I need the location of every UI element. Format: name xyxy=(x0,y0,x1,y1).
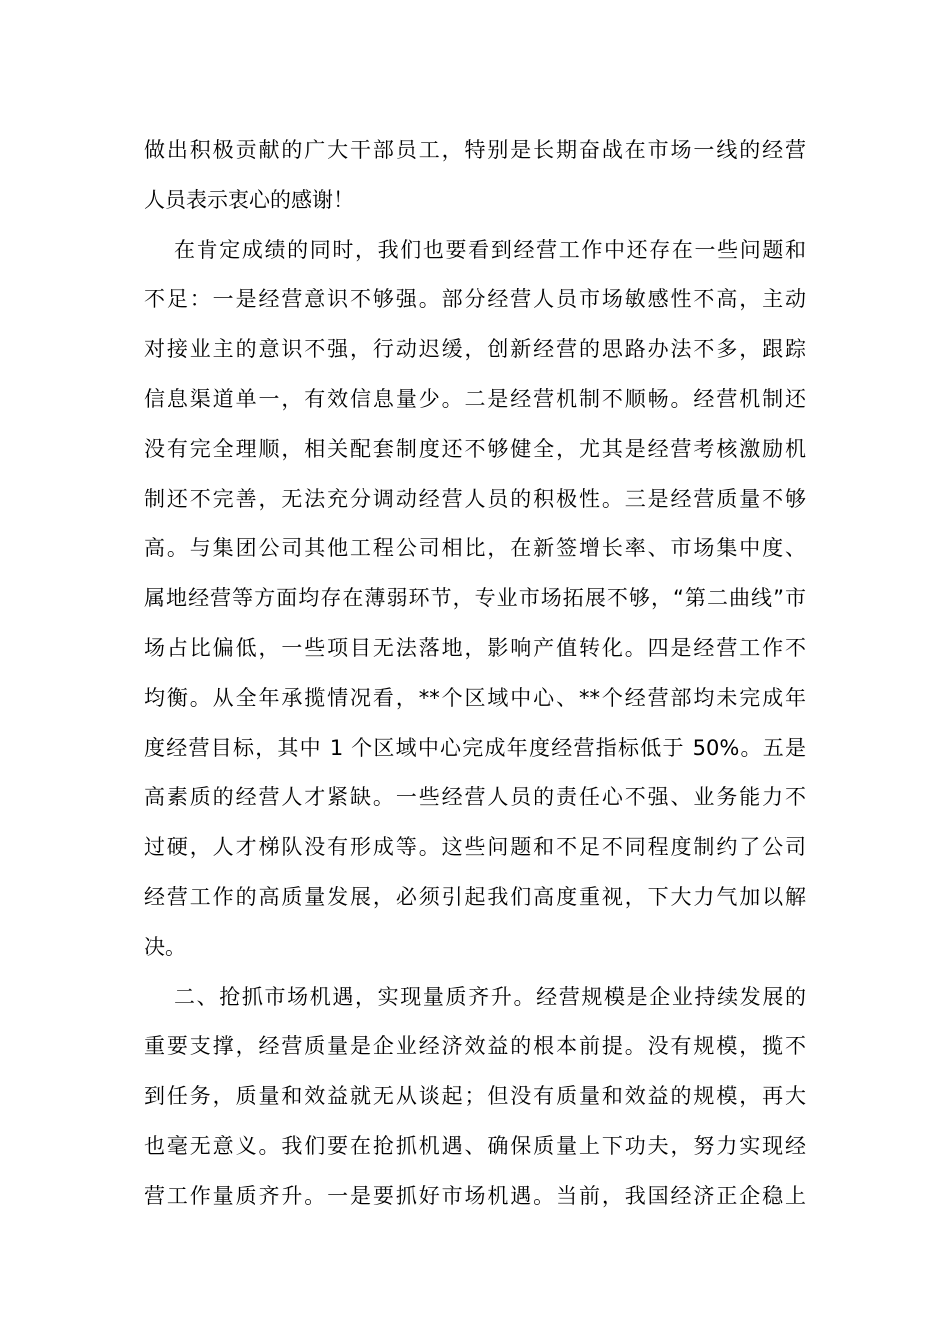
text-line: 均衡。从全年承揽情况看，**个区域中心、**个经营部均未完成年 xyxy=(144,685,806,710)
text-line: 信息渠道单一，有效信息量少。二是经营机制不顺畅。经营机制还 xyxy=(144,386,806,411)
text-line: 也毫无意义。我们要在抢抓机遇、确保质量上下功夫，努力实现经 xyxy=(144,1133,806,1158)
text-line: 对接业主的意识不强，行动迟缓，创新经营的思路办法不多，跟踪 xyxy=(144,337,806,362)
paragraph-2 xyxy=(144,226,806,973)
text-line: 场占比偏低，一些项目无法落地，影响产值转化。四是经营工作不 xyxy=(144,635,806,660)
text-line: 二、抢抓市场机遇，实现量质齐升。经营规模是企业持续发展的 xyxy=(174,984,806,1009)
paragraph-3 xyxy=(144,973,806,1222)
text-line: 过硬，人才梯队没有形成等。这些问题和不足不同程度制约了公司 xyxy=(144,835,806,860)
text-line: 制还不完善，无法充分调动经营人员的积极性。三是经营质量不够 xyxy=(144,486,806,511)
text-line: 到任务，质量和效益就无从谈起；但没有质量和效益的规模，再大 xyxy=(144,1084,806,1109)
text-line: 做出积极贡献的广大干部员工，特别是长期奋战在市场一线的经营 xyxy=(144,138,806,162)
text-line: 没有完全理顺，相关配套制度还不够健全，尤其是经营考核激励机 xyxy=(144,436,806,461)
text-line: 高素质的经营人才紧缺。一些经营人员的责任心不强、业务能力不 xyxy=(144,785,806,810)
document-body xyxy=(144,126,806,1222)
text-line: 营工作量质齐升。一是要抓好市场机遇。当前，我国经济正企稳上 xyxy=(144,1183,806,1208)
text-line: 决。 xyxy=(144,934,186,959)
text-line: 经营工作的高质量发展，必须引起我们高度重视，下大力气加以解 xyxy=(144,884,806,909)
text-line: 不足：一是经营意识不够强。部分经营人员市场敏感性不高，主动 xyxy=(144,287,806,312)
text-line: 在肯定成绩的同时，我们也要看到经营工作中还存在一些问题和 xyxy=(174,237,806,262)
text-line: 高。与集团公司其他工程公司相比，在新签增长率、市场集中度、 xyxy=(144,536,806,561)
text-line: 度经营目标，其中 1 个区域中心完成年度经营指标低于 50%。五是 xyxy=(144,735,806,760)
text-line: 属地经营等方面均存在薄弱环节，专业市场拓展不够，“第二曲线”市 xyxy=(144,586,806,611)
paragraph-1 xyxy=(144,126,806,226)
text-line: 重要支撑，经营质量是企业经济效益的根本前提。没有规模，揽不 xyxy=(144,1034,806,1059)
text-line: 人员表示衷心的感谢！ xyxy=(144,187,354,212)
